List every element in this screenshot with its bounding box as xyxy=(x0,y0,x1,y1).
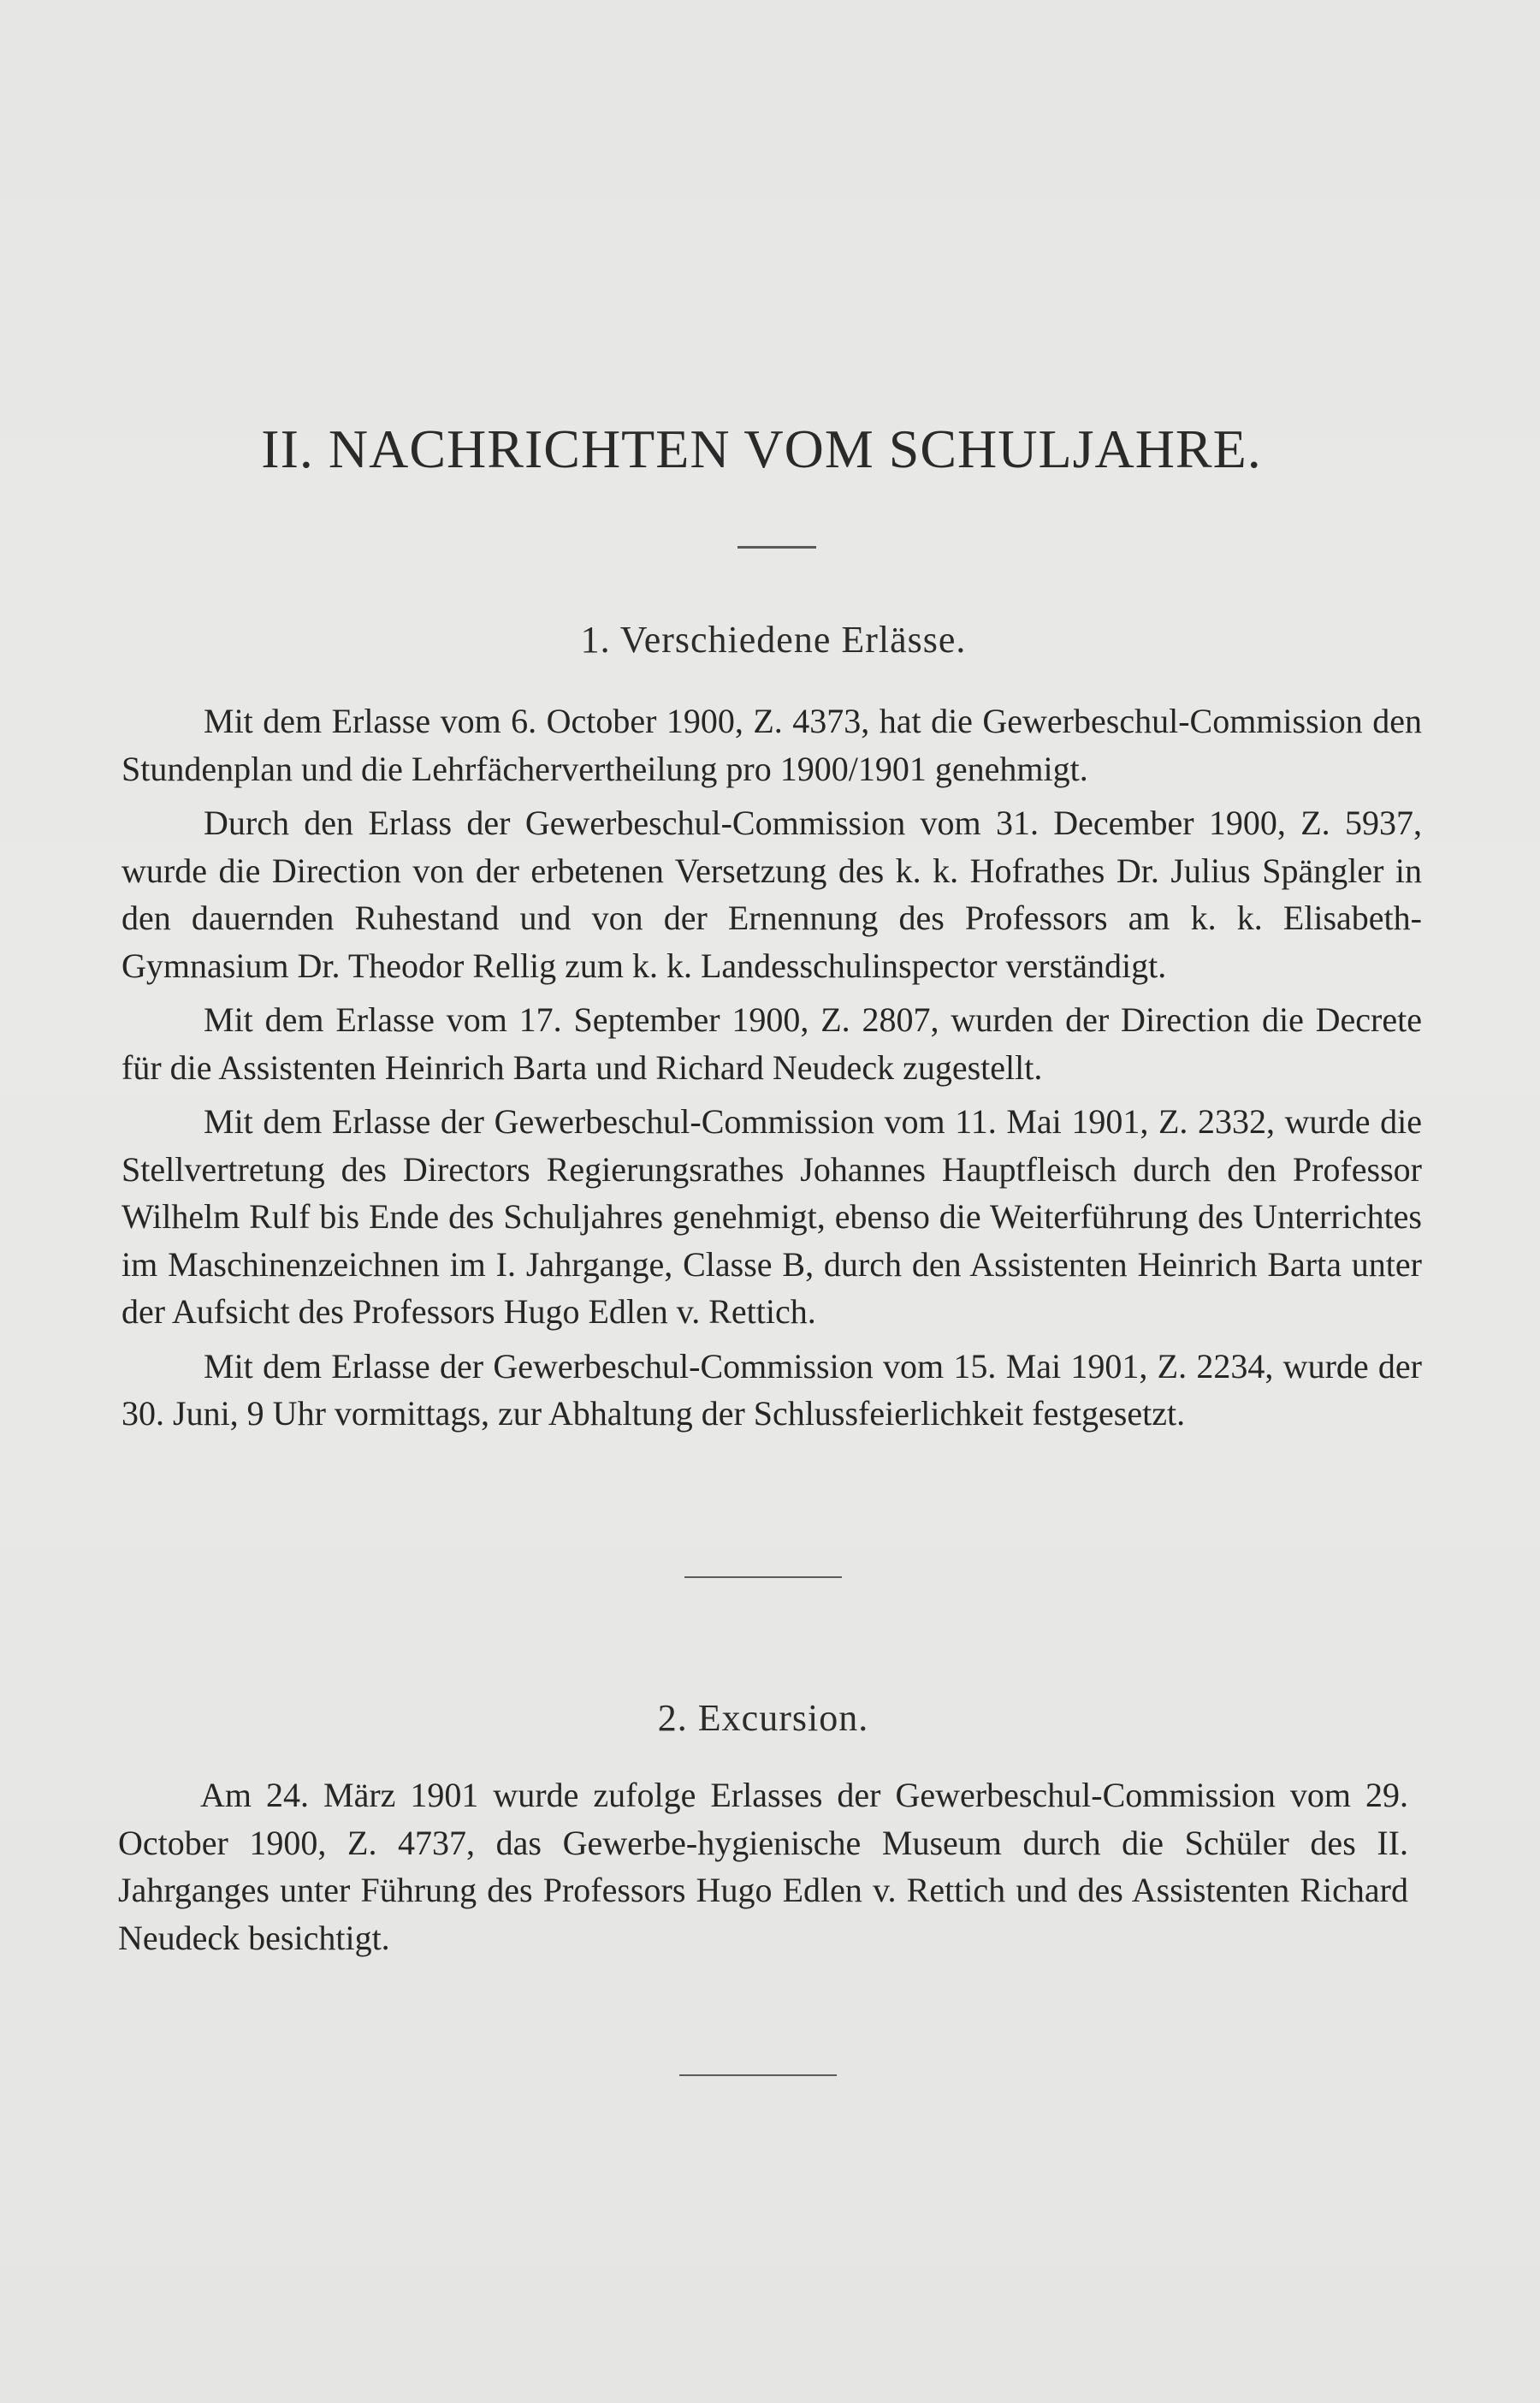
section-heading-verschiedene-erlaesse: 1. Verschiedene Erlässe. xyxy=(580,619,967,661)
section-body-excursion xyxy=(118,1771,1408,1968)
paragraph: Am 24. März 1901 wurde zufolge Erlasses der Gewerbeschul-Commission vom 29. October 1900, Z. 4737, das Gewerbe-hygienische Museum durch die Schüler des II. Jahrganges unter Führung des Professors Hugo Edlen v. Rettich und des Assistenten Richard Neudeck besichtigt. xyxy=(118,1776,1408,1957)
end-divider xyxy=(679,2074,837,2076)
paragraph: Mit dem Erlasse vom 6. October 1900, Z. 4373, hat die Gewerbeschul-Commission den Stundenplan und die Lehrfächervertheilung pro 1900/1901 genehmigt. xyxy=(121,702,1422,788)
page-title: II. NACHRICHTEN VOM SCHULJAHRE. xyxy=(261,418,1262,479)
title-divider xyxy=(737,546,816,549)
section-body-verschiedene-erlaesse xyxy=(121,697,1422,1445)
paragraph: Mit dem Erlasse der Gewerbeschul-Commission vom 15. Mai 1901, Z. 2234, wurde der 30. Juni, 9 Uhr vormittags, zur Abhaltung der Schlussfeierlichkeit festgesetzt. xyxy=(121,1346,1422,1433)
paragraph: Durch den Erlass der Gewerbeschul-Commission vom 31. December 1900, Z. 5937, wurde die Direction von der erbetenen Versetzung des k. k. Hofrathes Dr. Julius Spängler in den dauernden Ruhestand und von der Ernennung des Professors am k. k. Elisabeth-Gymnasium Dr. Theodor Rellig zum k. k. Landesschulinspector verständigt. xyxy=(121,804,1422,985)
section-heading-excursion: 2. Excursion. xyxy=(657,1697,869,1739)
paragraph: Mit dem Erlasse vom 17. September 1900, Z. 2807, wurden der Direction die Decrete für die Assistenten Heinrich Barta und Richard Neudeck zugestellt. xyxy=(121,1000,1422,1087)
section-divider xyxy=(684,1576,842,1578)
paragraph: Mit dem Erlasse der Gewerbeschul-Commission vom 11. Mai 1901, Z. 2332, wurde die Stellvertretung des Directors Regierungsrathes Johannes Hauptfleisch durch den Professor Wilhelm Rulf bis Ende des Schuljahres genehmigt, ebenso die Weiterführung des Unterrichtes im Maschinenzeichnen im I. Jahrgange, Classe B, durch den Assistenten Heinrich Barta unter der Aufsicht des Professors Hugo Edlen v. Rettich. xyxy=(121,1102,1422,1331)
